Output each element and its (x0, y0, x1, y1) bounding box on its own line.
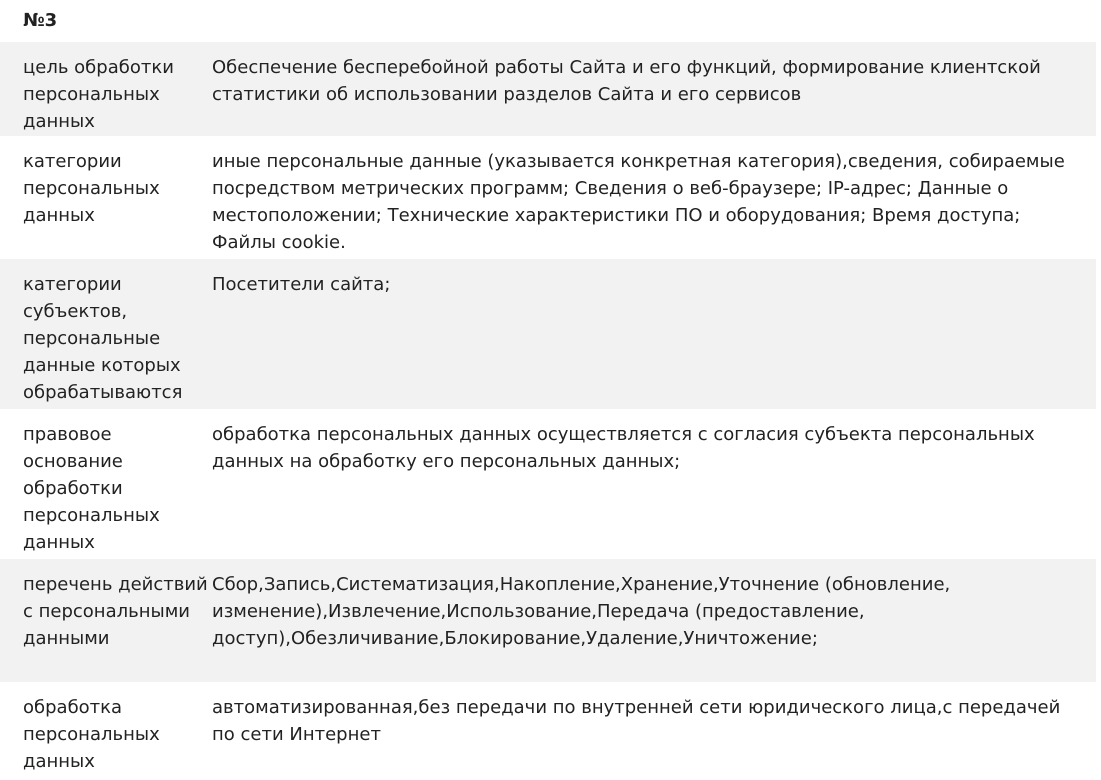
row-label: категории персональных данных (23, 151, 160, 226)
table-header-row (0, 0, 1096, 42)
table-row (0, 136, 1096, 259)
row-value: Обеспечение бесперебойной работы Сайта и его функций, формирование клиентской статистики об использовании разделов Сайта и его сервисов (212, 57, 1041, 105)
row-label: обработка персональных данных (23, 697, 160, 772)
row-label: цель обработки персональных данных (23, 57, 174, 132)
row-value: Сбор,Запись,Систематизация,Накопление,Хранение,Уточнение (обновление, изменение),Извлечение,Использование,Передача (предоставление, доступ),Обезличивание,Блокирование,Удаление,Уничтожение; (212, 574, 951, 649)
table-row (0, 559, 1096, 682)
row-label: перечень действий с персональными данными (23, 574, 208, 649)
row-label: категории субъектов, персональные данные которых обрабатываются (23, 274, 183, 403)
table-title: №3 (23, 10, 58, 31)
table-row (0, 42, 1096, 136)
row-value: автоматизированная,без передачи по внутренней сети юридического лица,с передачей по сети Интернет (212, 697, 1061, 745)
table-row (0, 682, 1096, 780)
row-value: Посетители сайта; (212, 274, 391, 295)
table-row (0, 409, 1096, 559)
row-value: обработка персональных данных осуществляется с согласия субъекта персональных данных на обработку его персональных данных; (212, 424, 1035, 472)
row-value: иные персональные данные (указывается конкретная категория),сведения, собираемые посредством метрических программ; Сведения о веб-браузере; IP-адрес; Данные о местоположении; Технические характеристики ПО и оборудования; Время доступа; Файлы cookie. (212, 151, 1065, 253)
row-label: правовое основание обработки персональных данных (23, 424, 160, 553)
table-row (0, 259, 1096, 409)
